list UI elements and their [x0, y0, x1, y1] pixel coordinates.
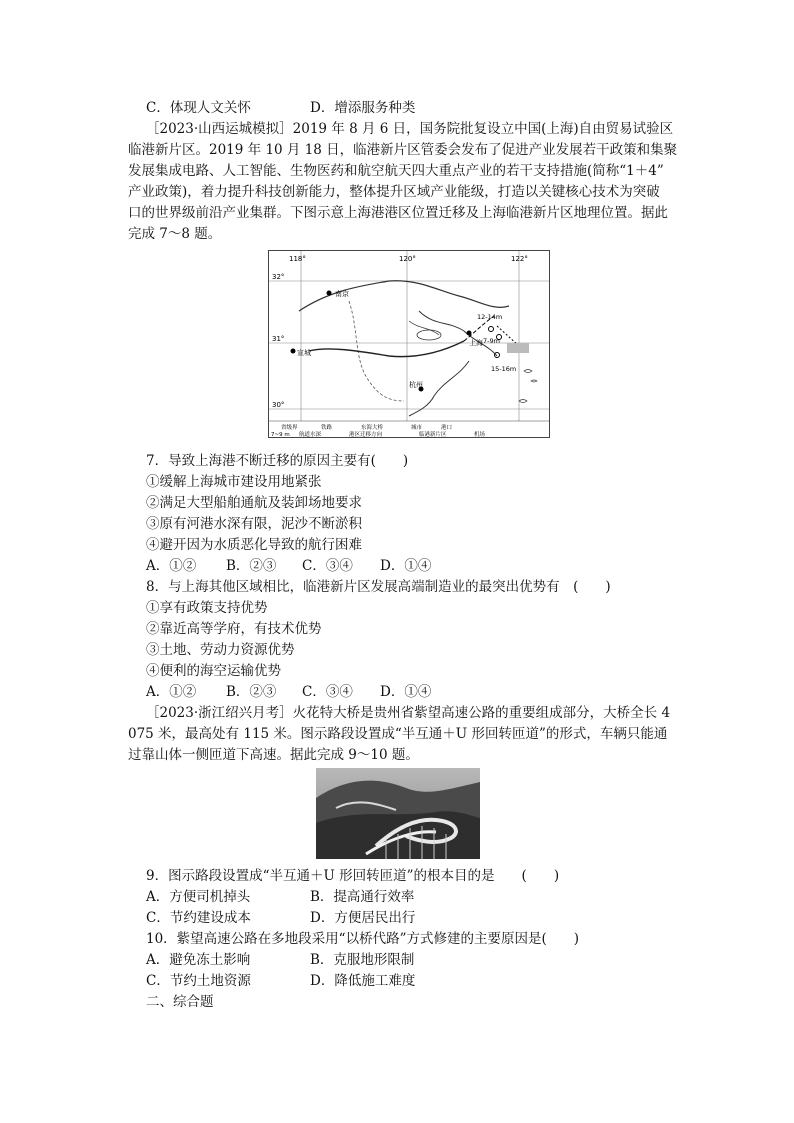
city-nanjing: 南京	[335, 290, 349, 298]
legend-zone: 临港新片区	[419, 432, 447, 437]
intro1-line-1: ［2023·山西运城模拟］2019 年 8 月 6 日，国务院批复设立中国(上海)自由贸易试验区	[146, 121, 674, 137]
legend-city: 城市	[411, 425, 423, 431]
depth-15-16: 15-16m	[491, 365, 517, 373]
intro2-line-1: ［2023·浙江绍兴月考］火花特大桥是贵州省紫望高速公路的重要组成部分，大桥全长 4	[146, 705, 671, 721]
q7-item-4: ④避开因为水质恶化导致的航行困难	[146, 537, 362, 553]
shanghai-port-map	[269, 251, 549, 437]
q8-item-1: ①享有政策支持优势	[146, 600, 268, 616]
lon-122: 122°	[511, 255, 528, 263]
q7-item-2: ②满足大型船舶通航及装卸场地要求	[146, 495, 362, 511]
q9-stem: 9．图示路段设置成“半互通＋U 形回转匝道”的根本目的是 ( )	[146, 868, 560, 884]
legend-depth: 航道水深	[299, 432, 322, 437]
q7-option-c: C．③④	[302, 558, 353, 574]
q8-item-2: ②靠近高等学府，有技术优势	[146, 621, 322, 637]
city-shanghai: 上海	[469, 339, 483, 347]
q8-item-4: ④便利的海空运输优势	[146, 663, 281, 679]
city-xuancheng: 宣城	[297, 349, 311, 357]
lat-32: 32°	[272, 273, 285, 281]
legend-airport: 机场	[474, 432, 486, 437]
lat-30: 30°	[272, 401, 285, 409]
q8-option-c: C．③④	[302, 684, 353, 700]
map-figure	[268, 250, 550, 438]
q7-option-b: B．②③	[226, 558, 277, 574]
intro1-line-4: 产业政策)，着力提升科技创新能力，整体提升区域产业能级，打造以关键核心技术为突破	[128, 184, 660, 200]
legend-railway: 铁路	[321, 425, 333, 431]
legend-port: 港口	[441, 425, 453, 431]
legend-depth-value: 7~9 m	[271, 432, 290, 437]
q10-stem: 10．紫望高速公路在多地段采用“以桥代路”方式修建的主要原因是( )	[146, 931, 580, 947]
depth-12-14: 12-14m	[477, 313, 503, 321]
depth-7-9: 7-9m	[483, 337, 500, 345]
option-d-prev: D．增添服务种类	[310, 100, 416, 116]
q10-option-a: A．避免冻土影响	[146, 952, 251, 968]
q7-option-a: A．①②	[146, 558, 197, 574]
legend-direction: 港区迁移方向	[349, 432, 383, 437]
q8-option-a: A．①②	[146, 684, 197, 700]
city-hangzhou: 杭州	[409, 381, 423, 389]
intro2-line-2: 075 米，最高处有 115 米。图示路段设置成“半互通＋U 形回转匝道”的形式，车辆只能通	[128, 726, 668, 742]
bridge-photo	[316, 768, 480, 859]
q9-option-b: B．提高通行效率	[310, 889, 415, 905]
q10-option-d: D．降低施工难度	[310, 973, 416, 989]
q9-option-d: D．方便居民出行	[310, 910, 416, 926]
q7-item-3: ③原有河港水深有限，泥沙不断淤积	[146, 516, 362, 532]
q9-option-a: A．方便司机掉头	[146, 889, 251, 905]
q7-stem: 7．导致上海港不断迁移的原因主要有( )	[146, 453, 409, 469]
q8-item-3: ③土地、劳动力资源优势	[146, 642, 295, 658]
option-c-prev: C．体现人文关怀	[146, 100, 251, 116]
q9-option-c: C．节约建设成本	[146, 910, 251, 926]
intro1-line-6: 完成 7～8 题。	[128, 226, 222, 242]
q8-option-b: B．②③	[226, 684, 277, 700]
q7-item-1: ①缓解上海城市建设用地紧张	[146, 474, 322, 490]
intro2-line-3: 过靠山体一侧匝道下高速。据此完成 9～10 题。	[128, 747, 419, 763]
legend-boundary: 省级界	[281, 425, 298, 431]
q8-option-d: D．①④	[380, 684, 432, 700]
q10-option-b: B．克服地形限制	[310, 952, 415, 968]
q10-option-c: C．节约土地资源	[146, 973, 251, 989]
lon-120: 120°	[399, 255, 416, 263]
intro1-line-2: 临港新片区。2019 年 10 月 18 日，临港新片区管委会发布了促进产业发展若干政策和集聚	[128, 142, 678, 158]
q8-stem: 8．与上海其他区域相比，临港新片区发展高端制造业的最突出优势有 ( )	[146, 579, 611, 595]
section-title: 二、综合题	[146, 994, 214, 1010]
intro1-line-5: 口的世界级前沿产业集群。下图示意上海港港区位置迁移及上海临港新片区地理位置。据此	[128, 205, 668, 221]
q7-option-d: D．①④	[380, 558, 432, 574]
legend-bridge: 东海大桥	[361, 425, 384, 431]
lon-118: 118°	[289, 255, 306, 263]
intro1-line-3: 发展集成电路、人工智能、生物医药和航空航天四大重点产业的若干支持措施(简称“1＋4”	[128, 163, 664, 179]
lat-31: 31°	[272, 335, 285, 343]
